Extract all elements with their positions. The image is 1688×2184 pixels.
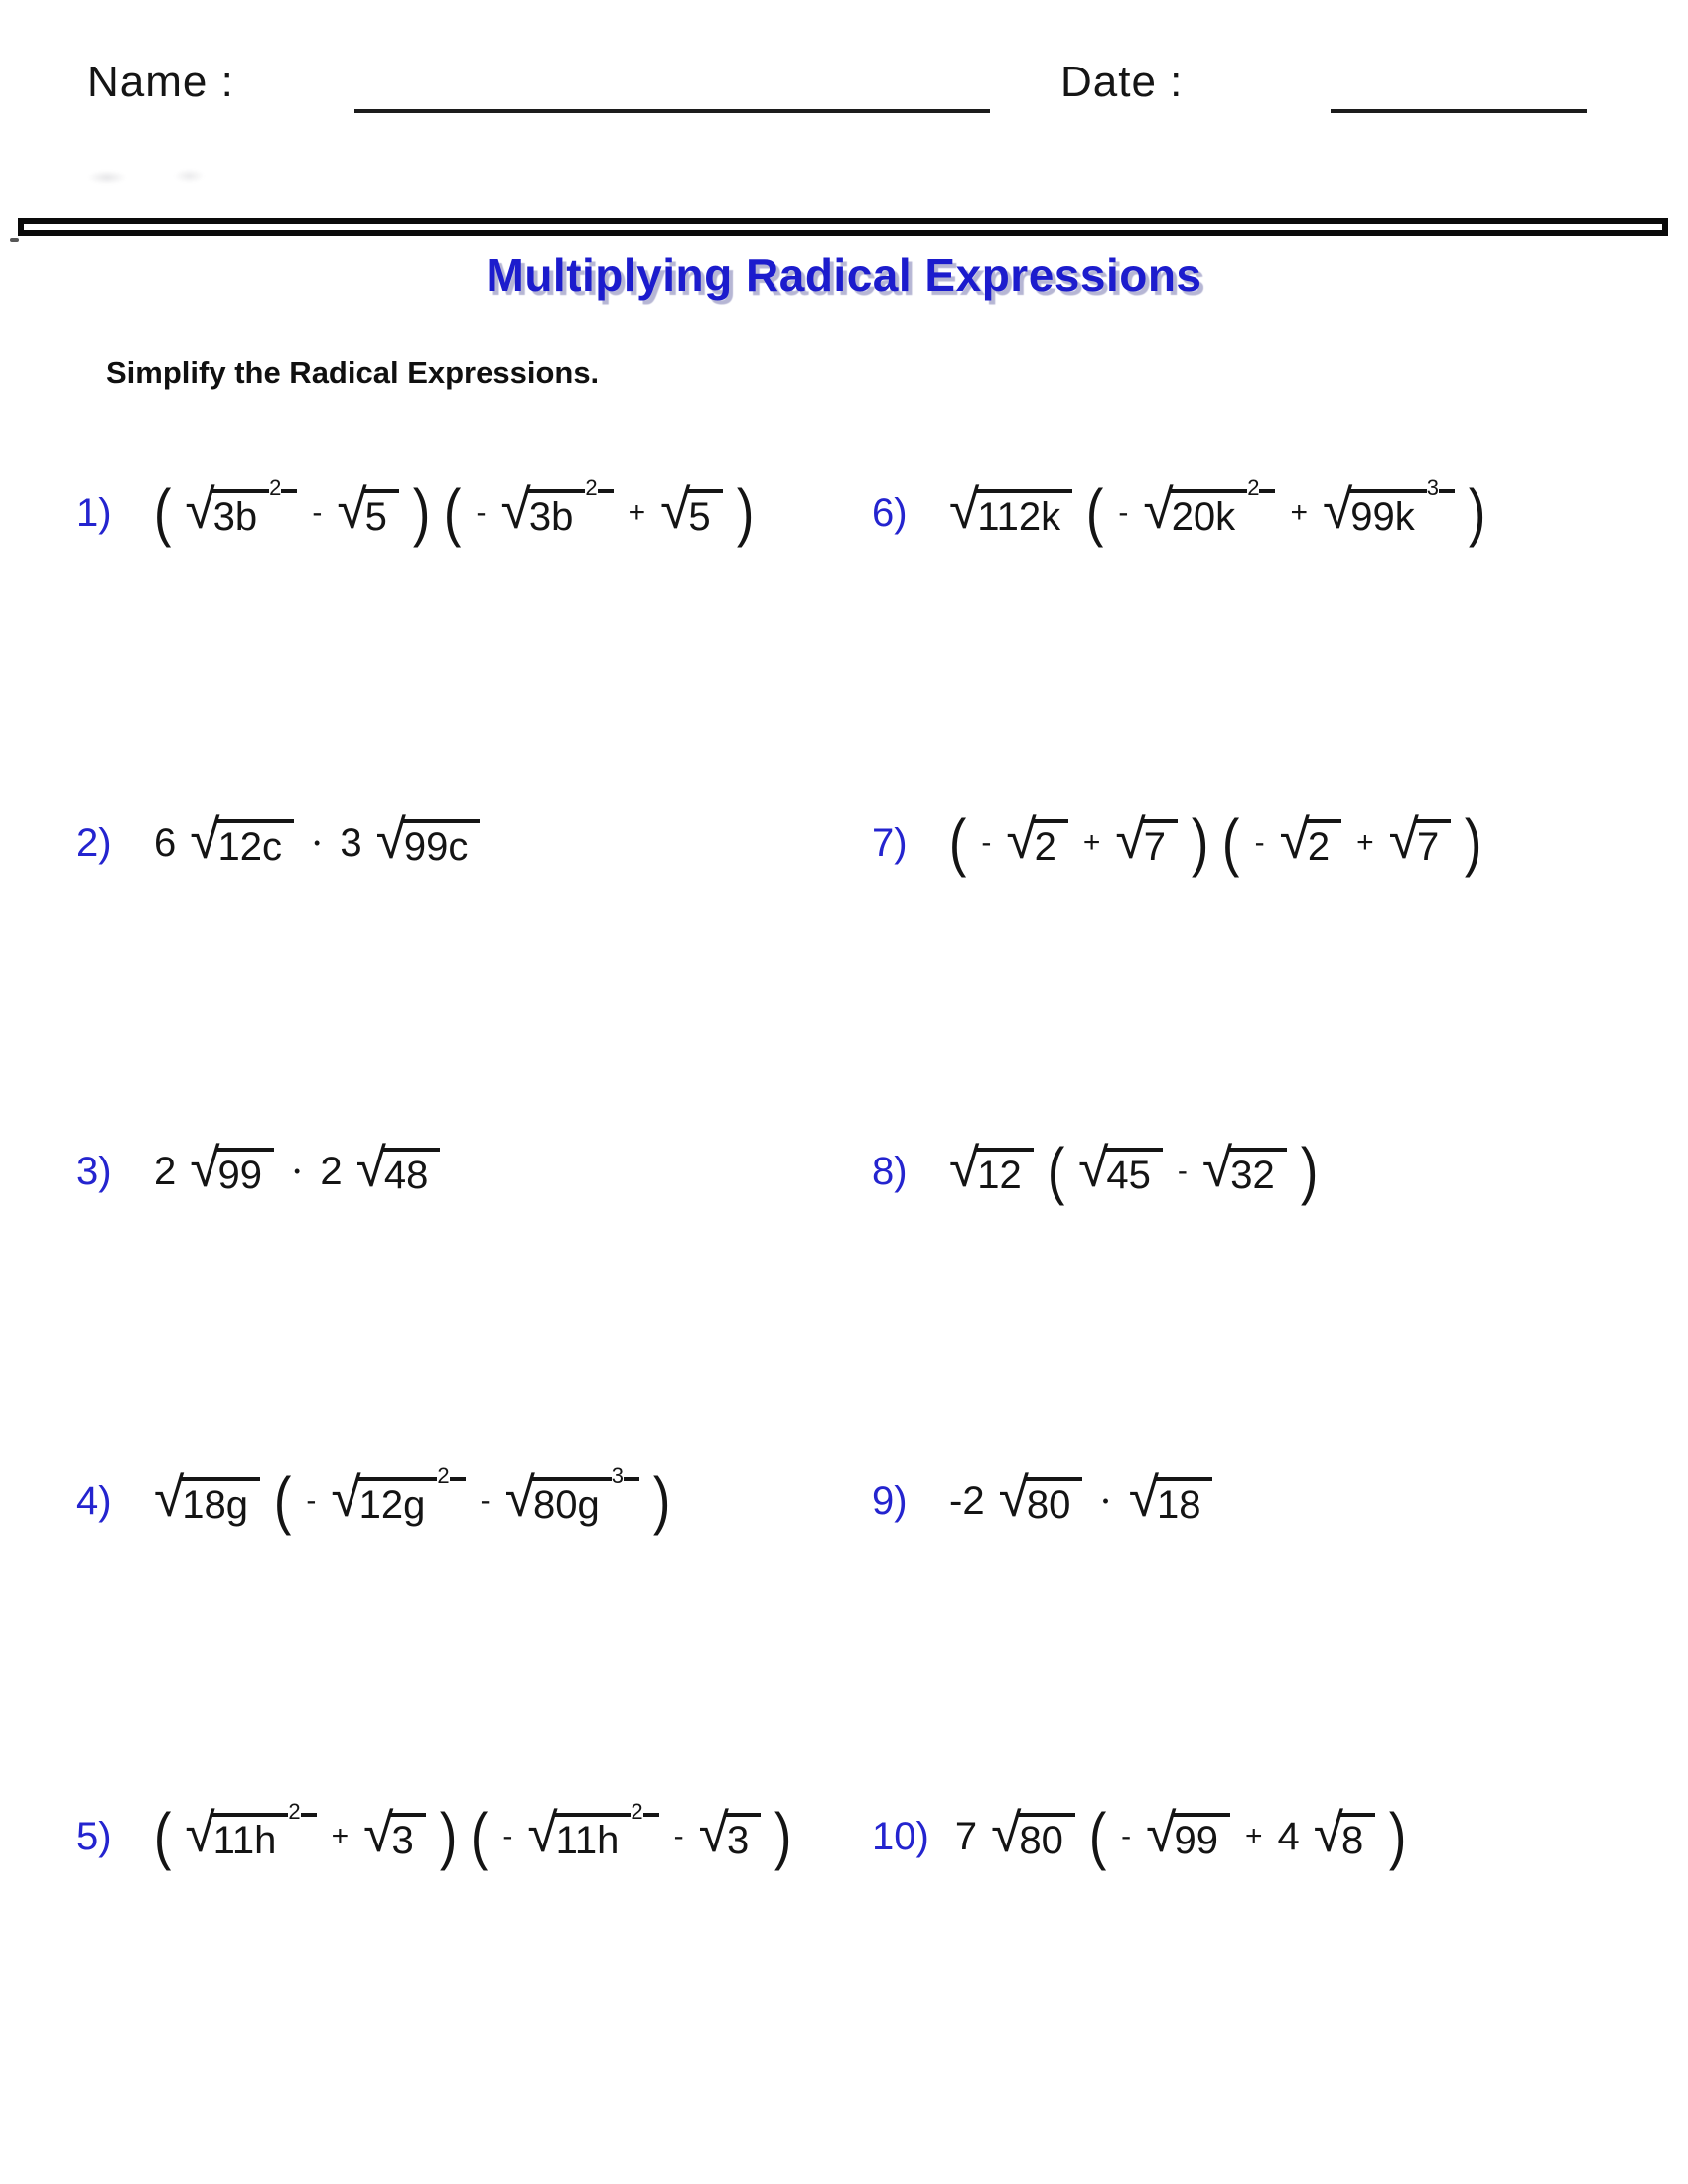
header-divider-rule [18,218,1668,236]
radical-expression [527,1798,658,1863]
radical-bar-tail [624,1477,639,1485]
radicand: 48 [382,1148,441,1195]
problem-number: 3) [76,1149,112,1193]
problem-6 [872,468,1485,559]
minus-operator: - [1254,826,1265,859]
name-blank-line [354,109,990,113]
close-paren: ) [1389,1800,1407,1872]
coefficient: 2 [320,1150,343,1193]
page-title: Multiplying Radical Expressions [486,249,1202,301]
problem-number: 8) [872,1149,908,1193]
radical-sign-icon: √ [1006,808,1036,870]
open-paren: ( [153,1800,172,1872]
minus-operator: - [1121,1820,1132,1852]
radical-expression [1313,1802,1376,1863]
exponent: 2 [631,1798,643,1824]
exponent: 3 [611,1462,624,1488]
radical-expression [1322,475,1455,540]
radicand: 18g [180,1477,260,1525]
radicand: 99k [1348,489,1427,537]
name-label: Name : [87,58,234,106]
radical-expression [1146,1802,1230,1863]
radical-bar-tail [598,489,614,497]
radical-sign-icon: √ [363,1802,393,1863]
radical-expression [185,1798,316,1863]
problem-expression [954,1800,1407,1872]
minus-operator: - [1177,1155,1188,1187]
problem-number: 5) [76,1814,112,1858]
radical-sign-icon: √ [1322,478,1352,540]
close-paren: ) [1468,477,1486,549]
problem-9 [872,1455,1212,1547]
radical-expression [154,1466,260,1528]
close-paren: ) [1300,1135,1319,1207]
radicand: 2 [1306,819,1341,867]
coefficient: 3 [340,821,362,865]
problem-10 [872,1791,1407,1882]
open-paren: ( [273,1464,292,1537]
radical-expression [1143,475,1275,540]
problem-5 [76,1791,792,1882]
minus-operator: - [312,496,323,529]
plus-operator: + [1082,826,1101,859]
coefficient: 2 [154,1150,177,1193]
radical-sign-icon: √ [375,808,405,870]
minus-operator: - [1118,496,1129,529]
stray-mark [10,238,19,242]
close-paren: ) [412,477,431,549]
problem-number: 10) [872,1814,929,1858]
radical-expression [1006,808,1068,870]
radical-sign-icon: √ [527,1802,557,1863]
radicand: 11h [554,1813,632,1860]
instruction-text: Simplify the Radical Expressions. [106,355,600,390]
radical-expression [949,1137,1034,1198]
radical-bar-tail [301,1813,317,1821]
plus-operator: + [1290,496,1308,529]
close-paren: ) [1191,806,1209,879]
radicand: 12c [216,819,295,867]
radical-expression [1128,1466,1213,1528]
radical-bar-tail [281,489,297,497]
coefficient: 6 [154,821,177,865]
open-paren: ( [1085,477,1104,549]
radicand: 12g [357,1477,438,1525]
close-paren: ) [774,1800,792,1872]
radical-expression [500,475,614,540]
radicand: 3b [211,489,270,537]
radicand: 20k [1170,489,1248,537]
multiply-dot-icon: • [1102,1491,1109,1511]
problem-expression [949,1135,1319,1207]
radical-bar-tail [643,1813,659,1821]
radicand: 99 [1172,1813,1230,1860]
radical-sign-icon: √ [998,1466,1028,1528]
radical-sign-icon: √ [1115,808,1145,870]
radicand: 45 [1104,1148,1163,1195]
radical-expression [363,1802,426,1863]
close-paren: ) [1465,806,1482,879]
problem-3 [76,1126,440,1217]
radicand: 80 [1017,1813,1075,1860]
radical-bar-tail [1259,489,1275,497]
radical-sign-icon: √ [190,808,219,870]
open-paren: ( [153,477,172,549]
multiply-dot-icon: • [314,833,321,853]
problem-expression [154,1462,671,1537]
radicand: 18 [1155,1477,1213,1525]
problem-4 [76,1455,670,1547]
problem-number: 6) [872,490,908,535]
radicand: 112k [975,489,1072,537]
radical-sign-icon: √ [1388,808,1418,870]
radical-expression [1201,1137,1287,1198]
radical-expression [504,1462,639,1528]
radicand: 7 [1415,819,1451,867]
minus-operator: - [480,1484,491,1517]
radicand: 32 [1228,1148,1287,1195]
problem-7 [872,797,1482,888]
date-blank-line [1331,109,1587,113]
problem-number: 4) [76,1478,112,1523]
radical-sign-icon: √ [1201,1137,1232,1198]
problem-expression [153,1798,792,1872]
open-paren: ( [948,806,967,879]
radicand: 99 [216,1148,275,1195]
radical-expression [331,1462,465,1528]
radicand: 80g [531,1477,612,1525]
radical-sign-icon: √ [331,1466,360,1528]
problem-expression [948,806,1482,879]
radical-expression [185,475,297,540]
problem-expression [154,808,480,870]
coefficient: 7 [954,1815,978,1858]
problem-number: 2) [76,820,112,865]
coefficient: -2 [949,1479,985,1523]
problem-number: 9) [872,1478,908,1523]
radicand: 5 [363,489,399,537]
radical-expression [949,478,1072,540]
exponent: 2 [437,1462,450,1488]
exponent: 2 [585,475,598,500]
plus-operator: + [331,1820,350,1852]
exponent: 2 [1247,475,1260,500]
radical-expression [355,1137,441,1198]
radicand: 2 [1033,819,1068,867]
radicand: 11h [211,1813,289,1860]
exponent: 3 [1426,475,1440,500]
radicand: 7 [1142,819,1178,867]
date-label: Date : [1060,58,1184,106]
radical-sign-icon: √ [1143,478,1173,540]
problem-expression [153,475,755,549]
radicand: 12 [975,1148,1034,1195]
plus-operator: + [1356,826,1374,859]
radical-sign-icon: √ [949,478,979,540]
radicand: 3 [389,1813,425,1860]
radical-sign-icon: √ [1128,1466,1158,1528]
radical-expression [337,478,399,540]
radicand: 3b [527,489,586,537]
radical-expression [660,478,723,540]
radical-expression [1078,1137,1163,1198]
open-paren: ( [1047,1135,1065,1207]
radical-bar-tail [1439,489,1455,497]
close-paren: ) [652,1464,671,1537]
problem-1 [76,468,754,559]
radical-sign-icon: √ [500,478,530,540]
radical-expression [190,808,294,870]
radical-sign-icon: √ [1078,1137,1108,1198]
radicand: 80 [1025,1477,1083,1525]
problem-number: 7) [872,820,908,865]
minus-operator: - [502,1820,513,1852]
open-paren: ( [470,1800,489,1872]
problem-number: 1) [76,490,112,535]
radicand: 3 [725,1813,761,1860]
radical-sign-icon: √ [190,1137,219,1198]
open-paren: ( [444,477,462,549]
radical-sign-icon: √ [1279,808,1309,870]
radicand: 99c [402,819,481,867]
radical-expression [190,1137,274,1198]
problem-8 [872,1126,1318,1217]
radical-expression [698,1802,762,1863]
radical-bar-tail [450,1477,466,1485]
problem-expression [154,1137,440,1198]
problem-expression [949,1466,1212,1528]
open-paren: ( [1088,1800,1107,1872]
radical-expression [991,1802,1075,1863]
radicand: 5 [686,489,722,537]
close-paren: ) [439,1800,458,1872]
radical-sign-icon: √ [355,1137,385,1198]
minus-operator: - [476,496,487,529]
exponent: 2 [288,1798,301,1824]
open-paren: ( [1222,806,1240,879]
radical-sign-icon: √ [660,478,690,540]
radical-expression [998,1466,1083,1528]
radical-sign-icon: √ [991,1802,1021,1863]
radical-expression [1279,808,1342,870]
multiply-dot-icon: • [294,1161,301,1181]
problem-expression [949,475,1486,549]
minus-operator: - [981,826,992,859]
radical-sign-icon: √ [1146,1802,1176,1863]
radical-sign-icon: √ [1313,1802,1343,1863]
radical-sign-icon: √ [698,1802,728,1863]
radical-expression [1115,808,1178,870]
radical-sign-icon: √ [337,478,366,540]
plus-operator: + [1244,1820,1263,1852]
radical-sign-icon: √ [949,1137,979,1198]
minus-operator: - [673,1820,684,1852]
faint-print-artifact [77,161,226,191]
radical-sign-icon: √ [504,1466,534,1528]
radical-sign-icon: √ [154,1466,184,1528]
plus-operator: + [628,496,646,529]
radical-expression [375,808,481,870]
radical-sign-icon: √ [185,1802,214,1863]
exponent: 2 [269,475,282,500]
close-paren: ) [736,477,755,549]
problem-2 [76,797,480,888]
radicand: 8 [1339,1813,1375,1860]
radical-expression [1388,808,1452,870]
radical-sign-icon: √ [185,478,214,540]
minus-operator: - [306,1484,317,1517]
coefficient: 4 [1277,1815,1300,1858]
